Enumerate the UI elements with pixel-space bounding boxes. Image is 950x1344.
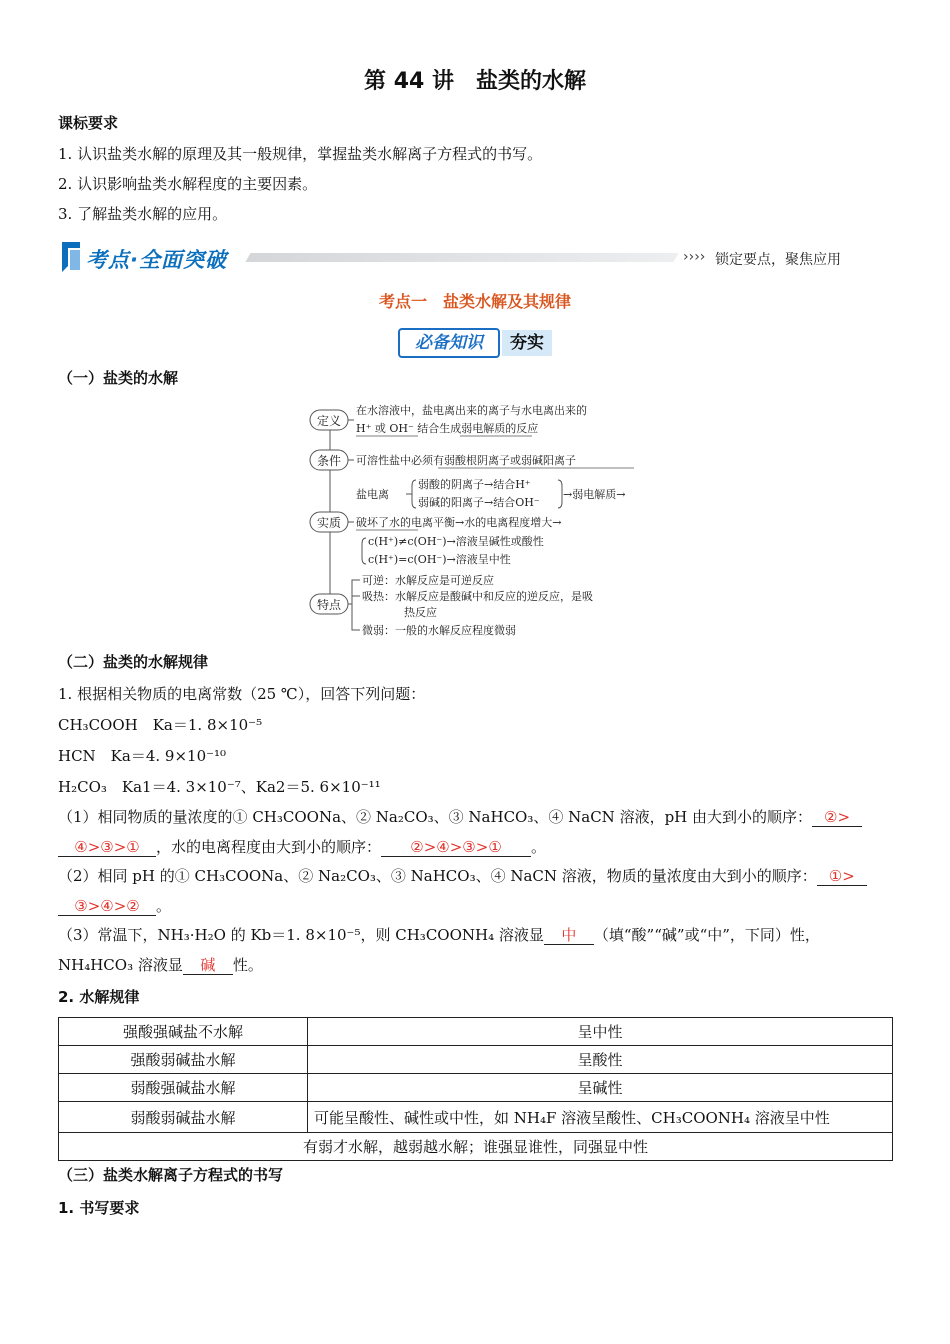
answer-1a-part1: ②>	[812, 808, 862, 827]
q2-heading: 2. 水解规律	[58, 988, 140, 1006]
section-title: 考点一 盐类水解及其规律	[378, 292, 571, 311]
table-cell: 呈碱性	[308, 1074, 893, 1102]
definition-line: H⁺ 或 OH⁻ 结合生成弱电解质的反应	[356, 422, 539, 435]
standards-item: 2. 认识影响盐类水解程度的主要因素。	[58, 175, 318, 193]
q1-sub1-line1	[58, 807, 862, 827]
q1-sub1-text2: ，水的电离程度由大到小的顺序：	[156, 838, 382, 856]
q1-sub3-line2	[58, 955, 263, 975]
table-cell: 呈酸性	[308, 1046, 893, 1074]
node-definition	[310, 410, 348, 430]
answer-2-part2: ③>④>②	[58, 897, 156, 916]
answer-3b: 碱	[183, 956, 233, 975]
node-condition	[310, 450, 348, 470]
answer-2-part1: ①>	[817, 867, 867, 886]
table-cell: 可能呈酸性、碱性或中性，如 NH₄F 溶液呈酸性、CH₃COONH₄ 溶液呈中性	[308, 1102, 893, 1133]
table-cell: 呈中性	[308, 1018, 893, 1046]
table-cell: 强酸弱碱盐水解	[59, 1046, 308, 1074]
definition-line: 在水溶液中，盐电离出来的离子与水电离出来的	[356, 404, 587, 417]
q1-stem: 1. 根据相关物质的电离常数（25 ℃），回答下列问题：	[58, 685, 426, 703]
q1-sub2-line2: ③>④>② 。	[58, 896, 171, 916]
banner-arrows-icon: ››››	[683, 249, 706, 265]
banner-label: 考点·全面突破	[86, 248, 227, 272]
q1-sub2-line1	[58, 866, 867, 886]
essence-cation: 弱碱的阳离子→结合OH⁻	[418, 496, 540, 509]
q1-sub3-text4: 性。	[232, 956, 263, 974]
feature-line: 可逆：水解反应是可逆反应	[362, 574, 494, 587]
standards-item: 1. 认识盐类水解的原理及其一般规律，掌握盐类水解离子方程式的书写。	[58, 145, 543, 163]
essence-result: →弱电解质→	[563, 488, 626, 501]
constant-carbonic: H₂CO₃ Ka1＝4. 3×10⁻⁷、Ka2＝5. 6×10⁻¹¹	[58, 778, 381, 796]
feature-line: 吸热：水解反应是酸碱中和反应的逆反应，是吸	[362, 590, 593, 603]
table-row	[59, 1018, 893, 1046]
q1-sub1-line2: ④>③>① ，水的电离程度由大到小的顺序： ②>④>③>① 。	[58, 837, 546, 857]
node-features-label: 特点	[316, 598, 342, 612]
q3-heading: 1. 书写要求	[58, 1199, 140, 1217]
node-definition-label: 定义	[316, 414, 342, 428]
knowledge-badge-left: 必备知识	[398, 328, 500, 358]
node-condition-label: 条件	[316, 454, 342, 468]
essence-anion: 弱酸的阴离子→结合H⁺	[418, 478, 531, 491]
answer-1a-part2: ④>③>①	[58, 838, 156, 857]
constant-hcn: HCN Ka＝4. 9×10⁻¹⁰	[58, 747, 227, 765]
node-essence	[310, 512, 348, 532]
standards-heading: 课标要求	[58, 114, 119, 132]
q1-sub2-text: （2）相同 pH 的① CH₃COONa、② Na₂CO₃、③ NaHCO₃、④ NaCN 溶液，物质的量浓度由大到小的顺序：	[58, 867, 817, 885]
table-row	[59, 1046, 893, 1074]
q1-sub3-text3: NH₄HCO₃ 溶液显	[58, 956, 183, 974]
essence-neq: c(H⁺)≠c(OH⁻)→溶液呈碱性或酸性	[368, 535, 544, 548]
table-cell: 强酸强碱盐不水解	[59, 1018, 308, 1046]
q1-sub3-text: （3）常温下，NH₃·H₂O 的 Kb＝1. 8×10⁻⁵，则 CH₃COONH₄ 溶液显	[58, 926, 544, 944]
essence-eq: c(H⁺)=c(OH⁻)→溶液呈中性	[368, 553, 511, 566]
knowledge-badge-right: 夯实	[502, 330, 552, 356]
banner-corner-icon	[58, 240, 84, 274]
table-row	[59, 1074, 893, 1102]
table-footer-cell: 有弱才水解，越弱越水解；谁强显谁性，同强显中性	[59, 1133, 893, 1161]
banner-bar	[245, 253, 678, 262]
concept-diagram	[300, 396, 650, 642]
q1-sub1-text: （1）相同物质的量浓度的① CH₃COONa、② Na₂CO₃、③ NaHCO₃、④ NaCN 溶液，pH 由大到小的顺序：	[58, 808, 813, 826]
standards-item: 3. 了解盐类水解的应用。	[58, 205, 228, 223]
table-row	[59, 1102, 893, 1133]
answer-1b: ②>④>③>①	[381, 838, 531, 857]
hydrolysis-rules-table	[58, 1017, 893, 1161]
table-row	[59, 1133, 893, 1161]
feature-line: 微弱：一般的水解反应程度微弱	[362, 624, 516, 637]
answer-3a: 中	[544, 926, 594, 945]
node-features	[310, 594, 348, 614]
page-title-text: 第 44 讲 盐类的水解	[364, 69, 586, 94]
essence-salt-ionize: 盐电离	[356, 488, 389, 501]
node-essence-label: 实质	[316, 516, 342, 530]
part2-heading: （二）盐类的水解规律	[58, 653, 209, 671]
feature-line: 热反应	[404, 606, 437, 619]
table-cell: 弱酸强碱盐水解	[59, 1074, 308, 1102]
page-title	[0, 64, 950, 95]
q1-sub3-line1	[58, 925, 820, 945]
q1-sub3-text2: （填“酸”“碱”或“中”，下同）性，	[593, 926, 820, 944]
constant-acetic: CH₃COOH Ka＝1. 8×10⁻⁵	[58, 716, 263, 734]
part3-heading: （三）盐类水解离子方程式的书写	[58, 1166, 284, 1184]
table-cell: 弱酸弱碱盐水解	[59, 1102, 308, 1133]
part1-heading: （一）盐类的水解	[58, 369, 179, 387]
banner-slogan: 锁定要点，聚焦应用	[715, 252, 841, 268]
essence-break: 破坏了水的电离平衡→水的电离程度增大→	[356, 516, 562, 529]
condition-text: 可溶性盐中必须有弱酸根阴离子或弱碱阳离子	[356, 454, 576, 467]
